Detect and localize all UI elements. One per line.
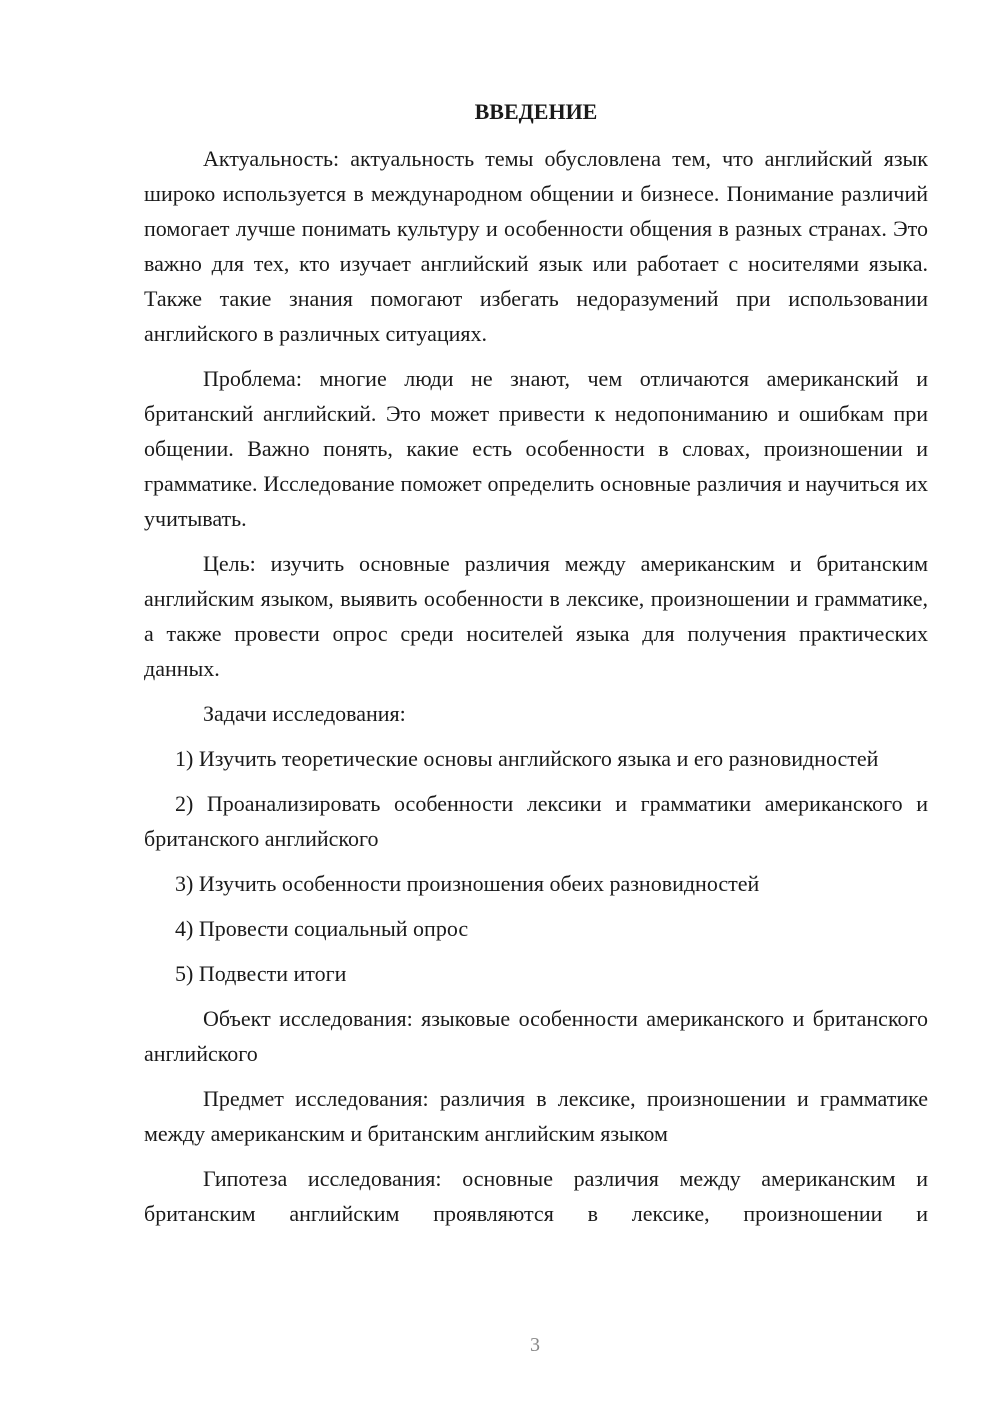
paragraph-object: Объект исследования: языковые особенности американского и британского английского bbox=[144, 1006, 928, 1066]
paragraph-hypothesis: Гипотеза исследования: основные различия между американским и британским английским проявляются в лексике, произношении и bbox=[144, 1166, 928, 1226]
task-item-5: 5) Подвести итоги bbox=[175, 961, 347, 986]
paragraph-problem: Проблема: многие люди не знают, чем отличаются американский и британский английский. Это может привести к недопониманию и ошибкам при общении. Важно понять, какие есть особенности в словах, произношении и грамматике. Исследование поможет определить основные различия и научиться их учитывать. bbox=[144, 366, 928, 531]
page-content bbox=[144, 94, 928, 1241]
paragraph-subject: Предмет исследования: различия в лексике, произношении и грамматике между американским и британским английским языком bbox=[144, 1086, 928, 1146]
tasks-heading: Задачи исследования: bbox=[203, 701, 406, 726]
paragraph-relevance: Актуальность: актуальность темы обусловлена тем, что английский язык широко используется в международном общении и бизнесе. Понимание различий помогает лучше понимать культуру и особенности общения в разных странах. Это важно для тех, кто изучает английский язык или работает с носителями языка. Также такие знания помогают избегать недоразумений при использовании английского в различных ситуациях. bbox=[144, 146, 928, 346]
task-item-1: 1) Изучить теоретические основы английского языка и его разновидностей bbox=[175, 746, 879, 771]
paragraph-goal: Цель: изучить основные различия между американским и британским английским языком, выявить особенности в лексике, произношении и грамматике, а также провести опрос среди носителей языка для получения практических данных. bbox=[144, 551, 928, 681]
task-item-3: 3) Изучить особенности произношения обеих разновидностей bbox=[175, 871, 760, 896]
task-item-2: 2) Проанализировать особенности лексики и грамматики американского и британского английского bbox=[144, 791, 928, 851]
section-title: ВВЕДЕНИЕ bbox=[474, 99, 598, 124]
page-number: 3 bbox=[530, 1334, 540, 1356]
task-item-4: 4) Провести социальный опрос bbox=[175, 916, 469, 941]
